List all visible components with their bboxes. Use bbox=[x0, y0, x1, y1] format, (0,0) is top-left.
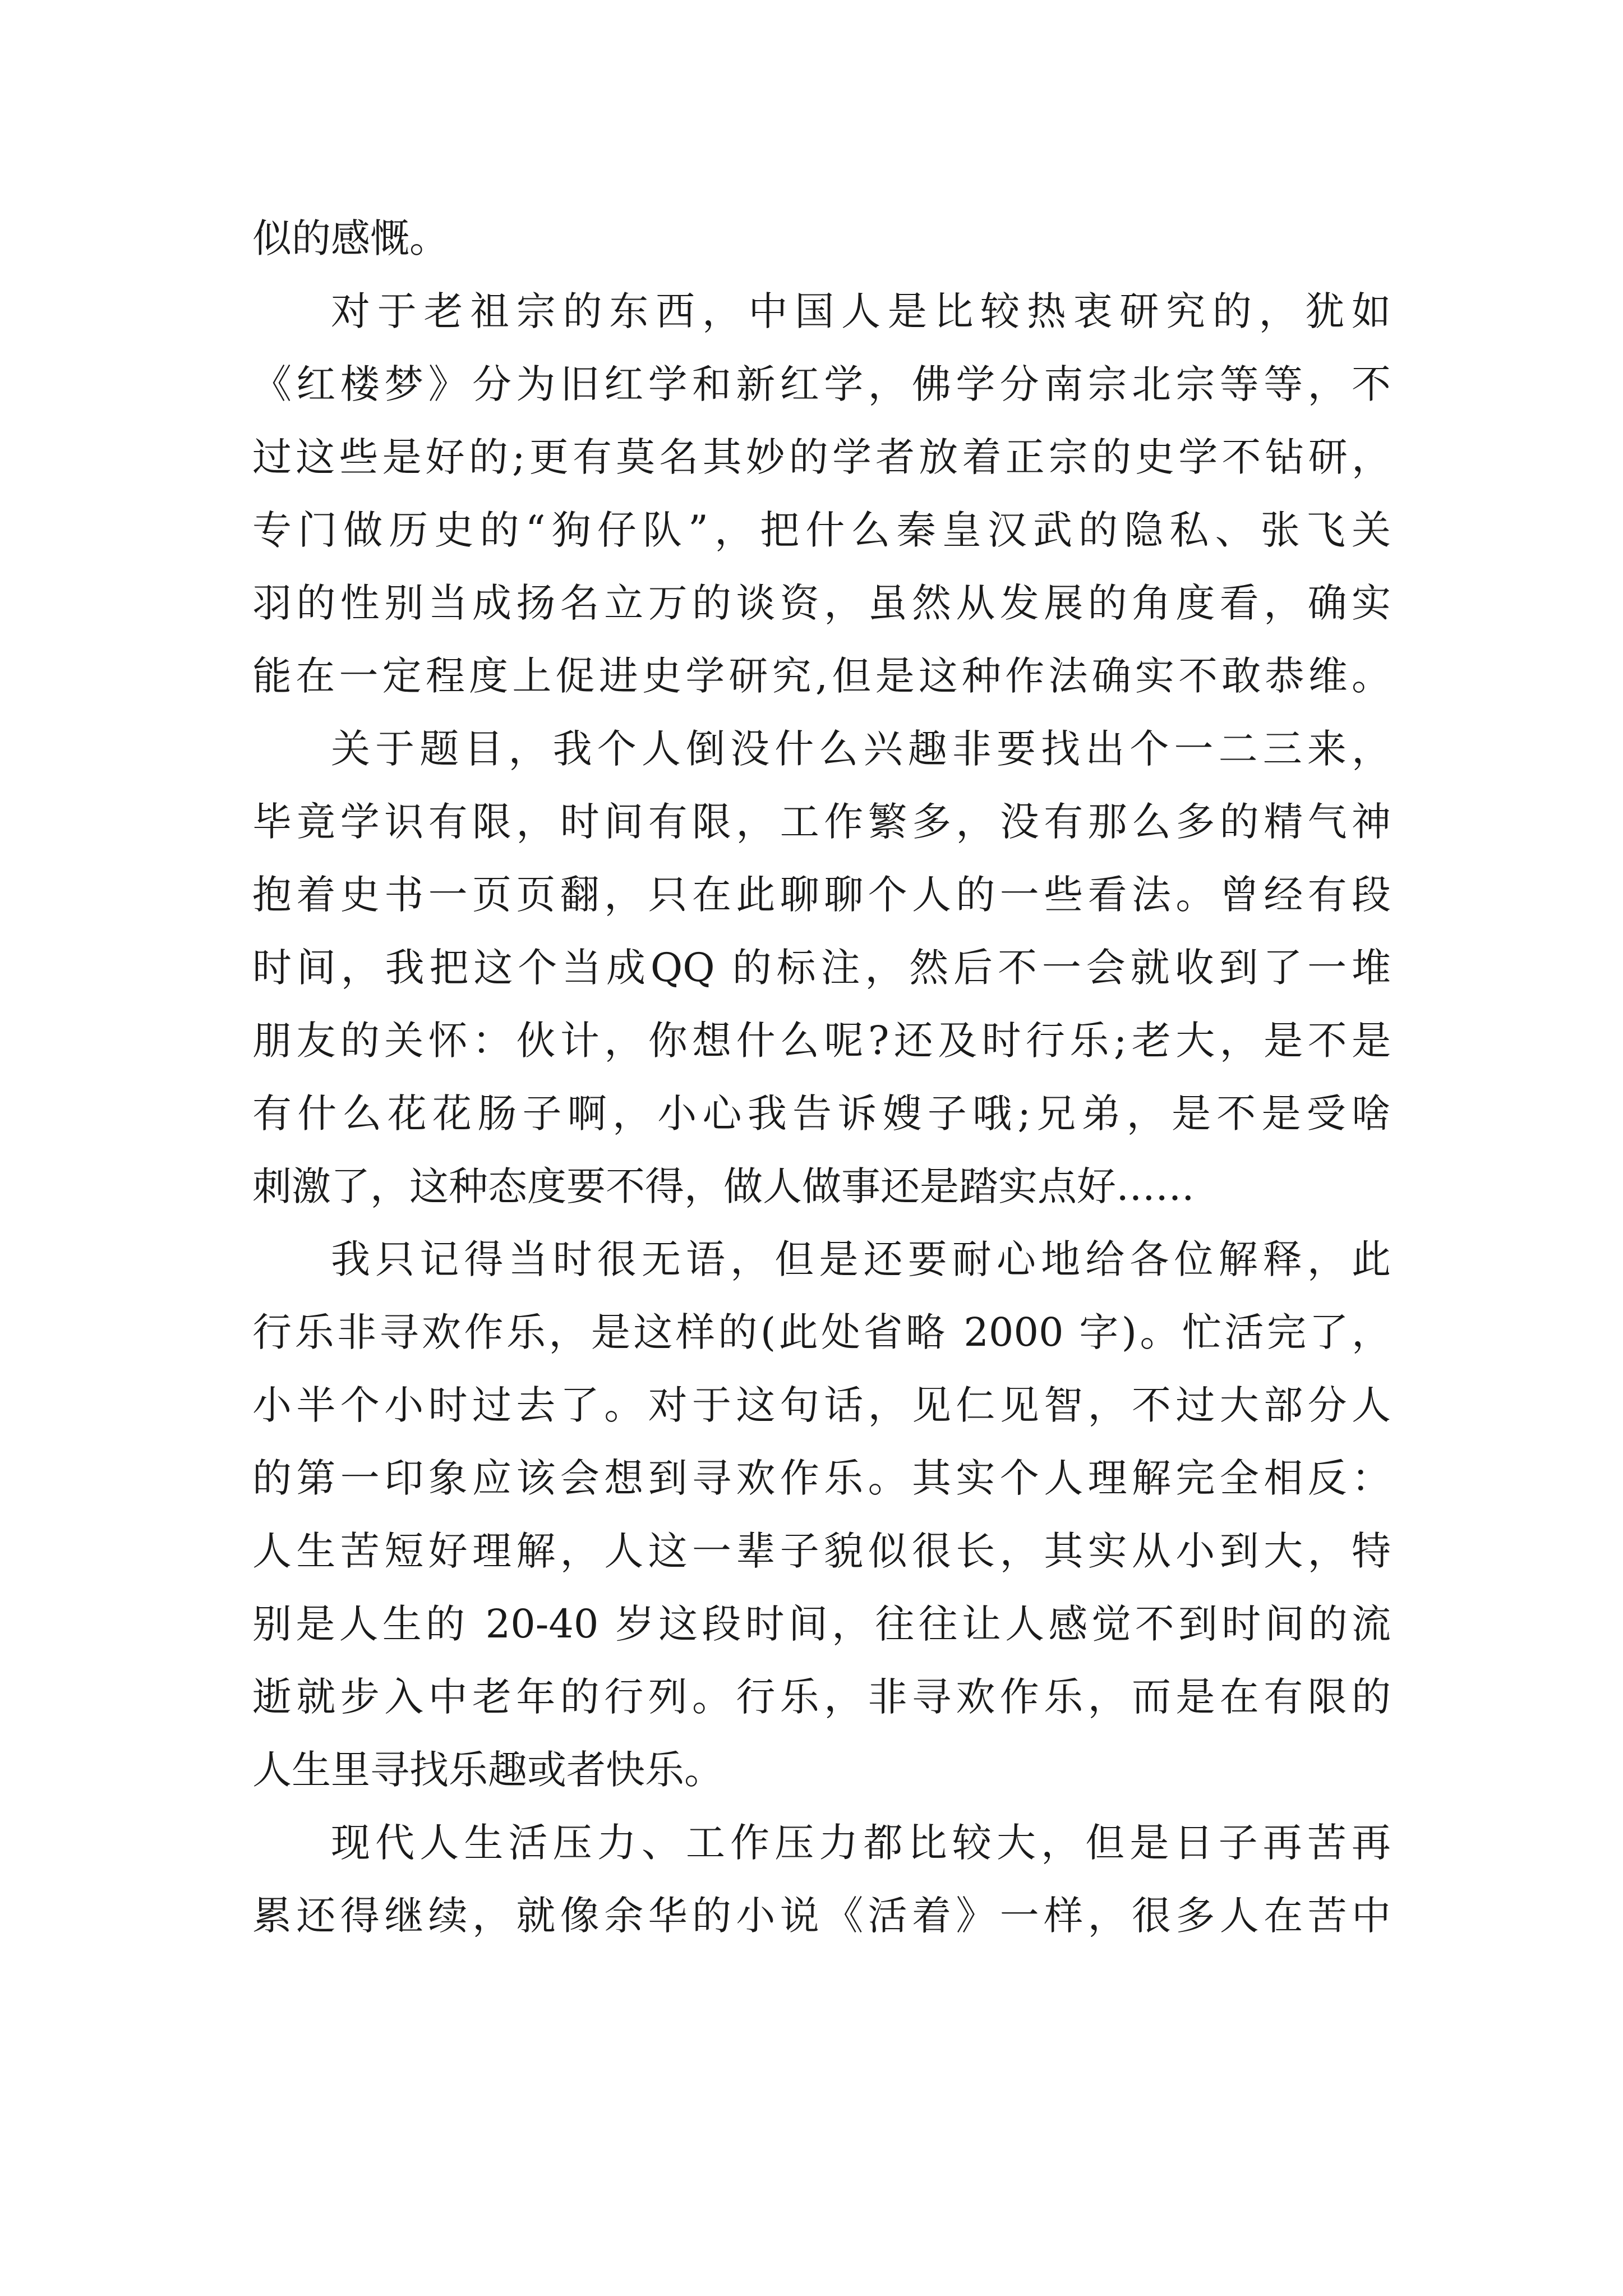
paragraph-3-line-2: 毕竟学识有限，时间有限，工作繁多，没有那么多的精气神 bbox=[252, 799, 1391, 845]
paragraph-2-line-4: 专门做历史的“狗仔队”，把什么秦皇汉武的隐私、张飞关 bbox=[252, 507, 1391, 553]
paragraph-3-line-7: 刺激了，这种态度要不得，做人做事还是踏实点好…… bbox=[252, 1163, 1195, 1209]
paragraph-5-line-1: 现代人生活压力、工作压力都比较大，但是日子再苦再 bbox=[331, 1820, 1391, 1866]
document-body bbox=[252, 202, 1391, 1952]
paragraph-4-line-6: 别是人生的 20-40 岁这段时间，往往让人感觉不到时间的流 bbox=[252, 1601, 1391, 1647]
paragraph-2-line-6: 能在一定程度上促进史学研究,但是这种作法确实不敢恭维。 bbox=[252, 653, 1391, 699]
paragraph-3-line-1: 关于题目，我个人倒没什么兴趣非要找出个一二三来， bbox=[331, 726, 1391, 772]
paragraph-2-line-5: 羽的性别当成扬名立万的谈资，虽然从发展的角度看，确实 bbox=[252, 580, 1391, 626]
paragraph-4-line-1: 我只记得当时很无语，但是还要耐心地给各位解释，此 bbox=[331, 1236, 1391, 1282]
paragraph-3-line-5: 朋友的关怀：伙计，你想什么呢?还及时行乐;老大，是不是 bbox=[252, 1018, 1391, 1064]
paragraph-1-line-1: 似的感慨。 bbox=[252, 215, 449, 261]
paragraph-2-line-3: 过这些是好的;更有莫名其妙的学者放着正宗的史学不钻研， bbox=[252, 434, 1391, 480]
paragraph-2-line-2: 《红楼梦》分为旧红学和新红学，佛学分南宗北宗等等，不 bbox=[252, 361, 1391, 407]
paragraph-4-line-5: 人生苦短好理解，人这一辈子貌似很长，其实从小到大，特 bbox=[252, 1528, 1391, 1574]
paragraph-3-line-4: 时间，我把这个当成QQ 的标注，然后不一会就收到了一堆 bbox=[252, 945, 1391, 991]
paragraph-3-line-6: 有什么花花肠子啊，小心我告诉嫂子哦;兄弟，是不是受啥 bbox=[252, 1091, 1391, 1137]
paragraph-3-line-3: 抱着史书一页页翻，只在此聊聊个人的一些看法。曾经有段 bbox=[252, 872, 1391, 918]
paragraph-5-line-2: 累还得继续，就像余华的小说《活着》一样，很多人在苦中 bbox=[252, 1893, 1391, 1939]
paragraph-2-line-1: 对于老祖宗的东西，中国人是比较热衷研究的，犹如 bbox=[331, 288, 1391, 334]
paragraph-4-line-8: 人生里寻找乐趣或者快乐。 bbox=[252, 1747, 723, 1793]
paragraph-4-line-7: 逝就步入中老年的行列。行乐，非寻欢作乐，而是在有限的 bbox=[252, 1674, 1391, 1720]
paragraph-4-line-2: 行乐非寻欢作乐，是这样的(此处省略 2000 字)。忙活完了， bbox=[252, 1309, 1391, 1355]
paragraph-4-line-4: 的第一印象应该会想到寻欢作乐。其实个人理解完全相反： bbox=[252, 1455, 1391, 1501]
paragraph-4-line-3: 小半个小时过去了。对于这句话，见仁见智，不过大部分人 bbox=[252, 1382, 1391, 1428]
